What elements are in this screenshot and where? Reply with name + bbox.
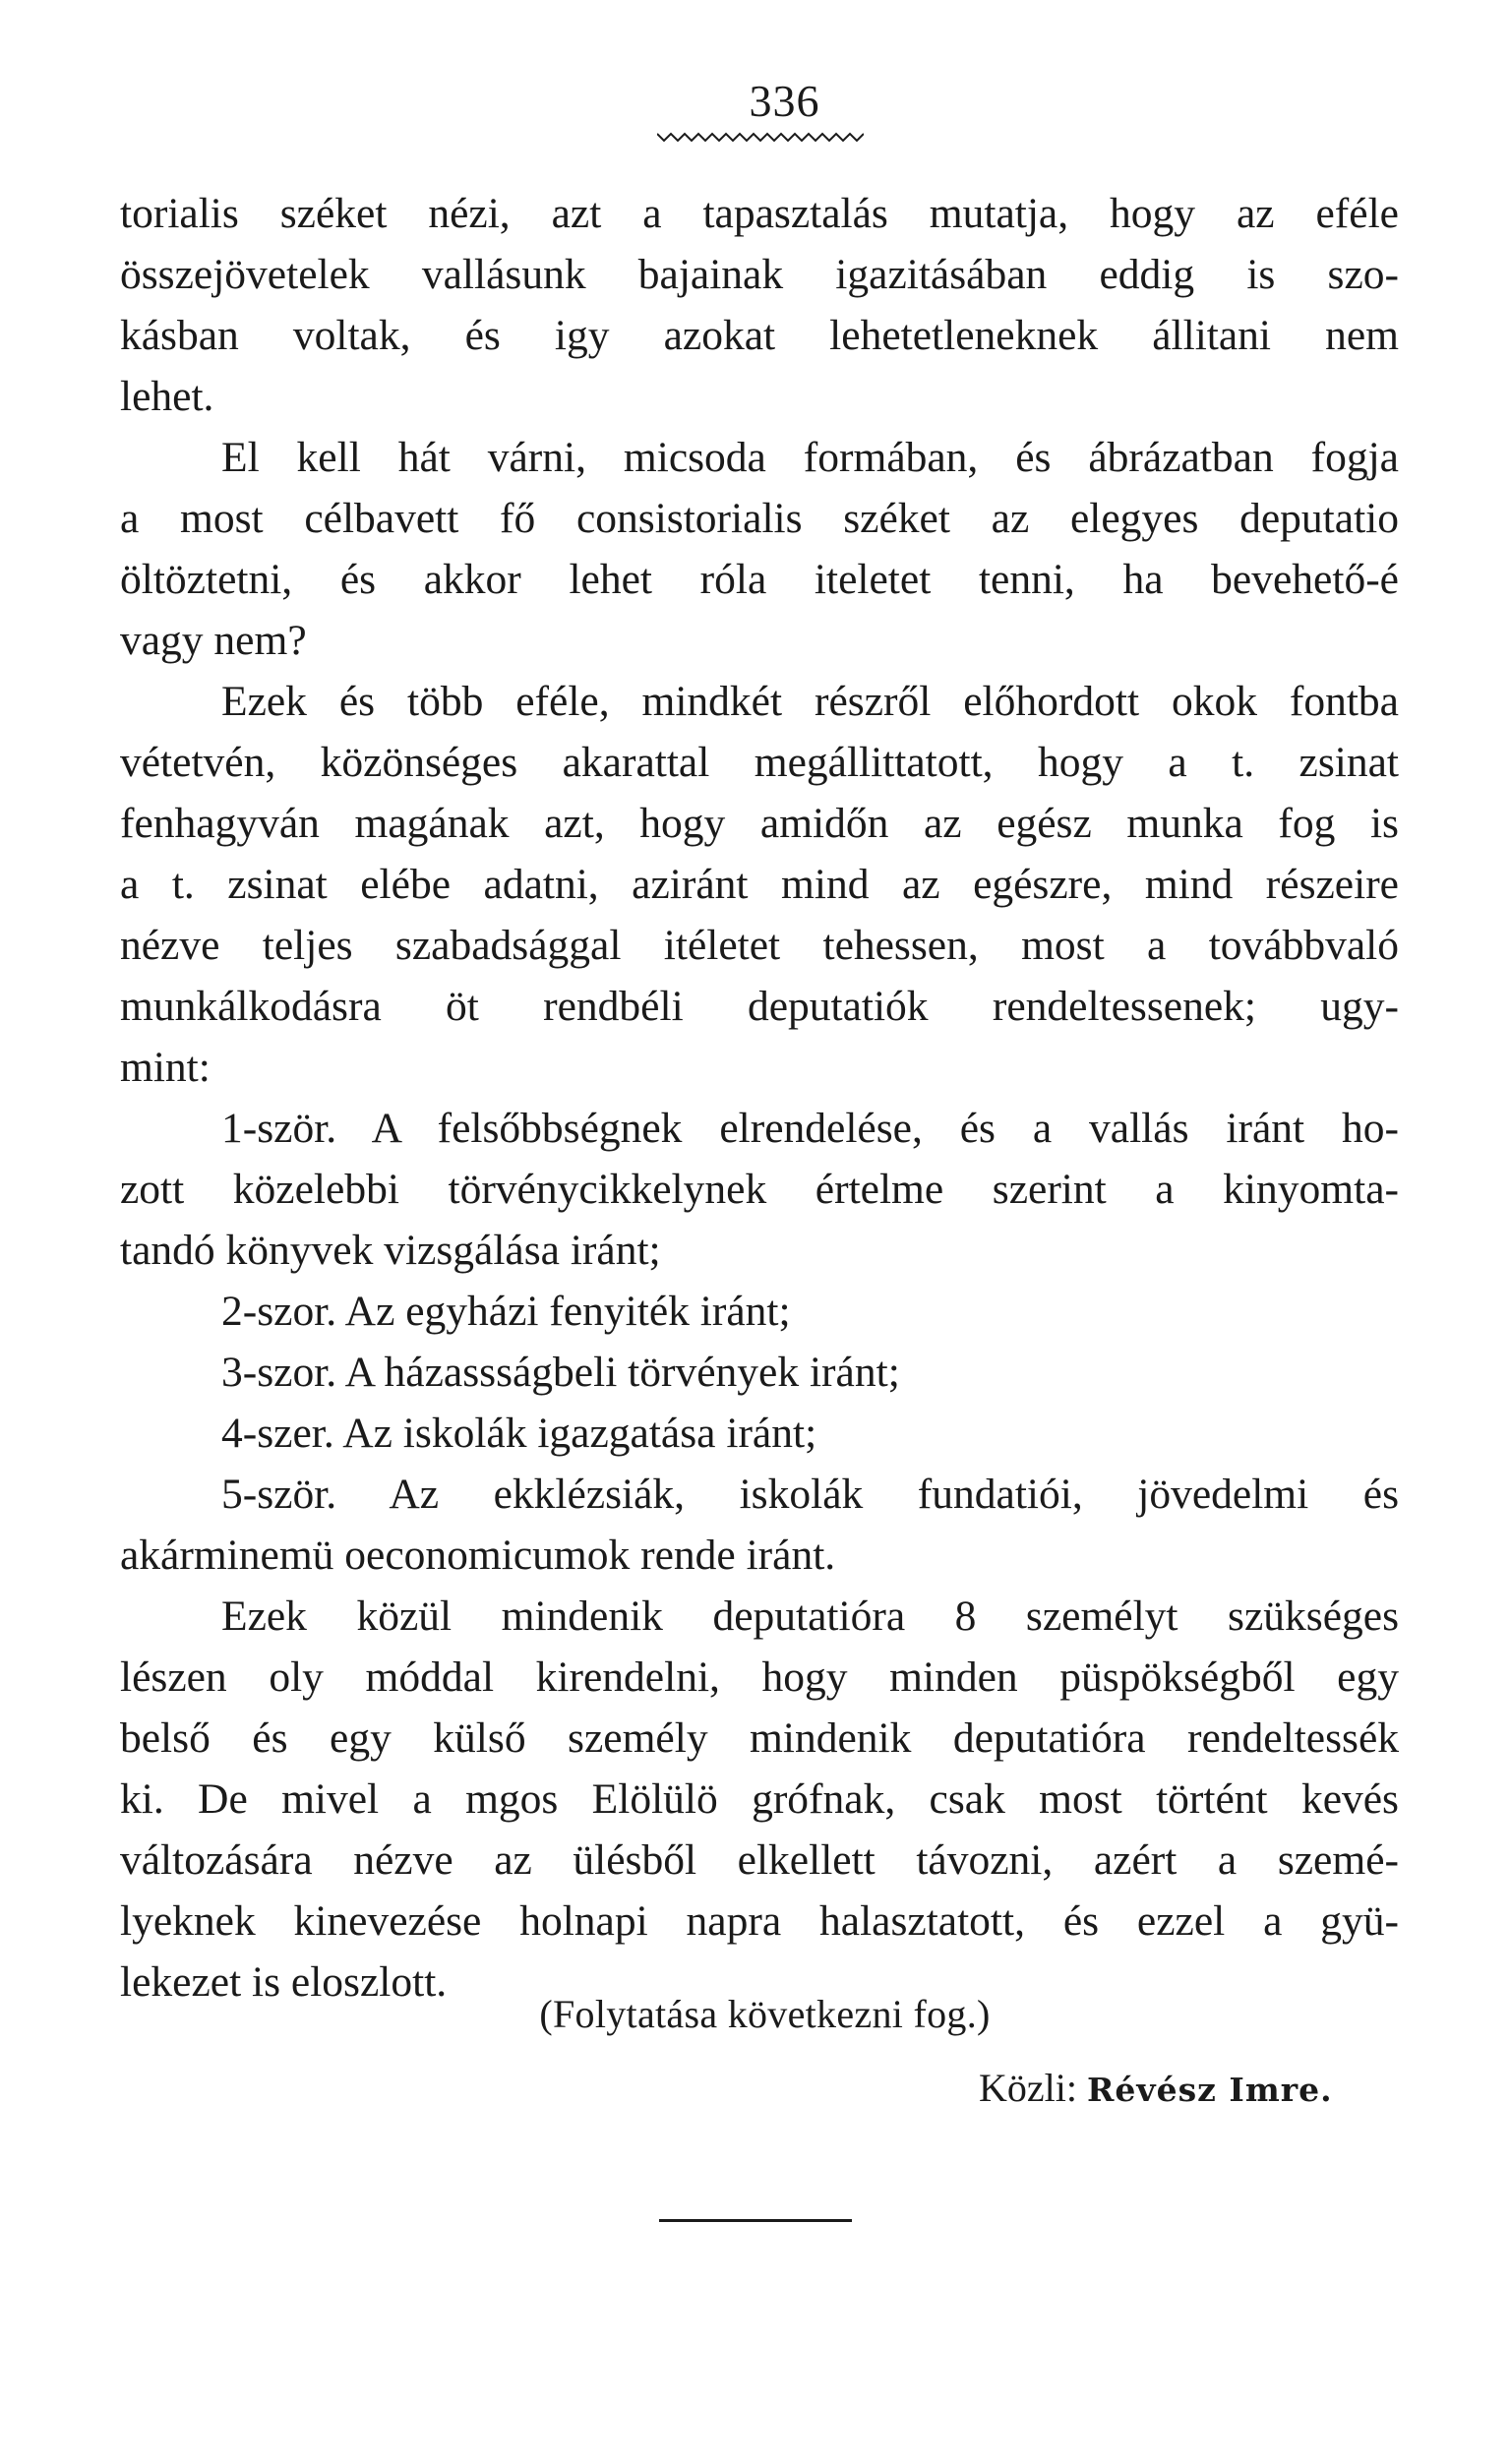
continuation-note: (Folytatása következni fog.) [539, 1992, 991, 2036]
text-line: belső és egy külső személy mindenik deputatióra rendeltessék [120, 1714, 1399, 1762]
text-line: 2-szor. Az egyházi fenyiték iránt; [221, 1288, 791, 1335]
text-line: Ezek és több eféle, mindkét részről előhordott okok fontba [221, 678, 1399, 725]
text-line: mint: [120, 1044, 211, 1091]
text-line: munkálkodásra öt rendbéli deputatiók rendeltessenek; ugy- [120, 983, 1399, 1030]
text-line: Ezek közül mindenik deputatióra 8 személyt szükséges [221, 1593, 1399, 1640]
text-line: kásban voltak, és igy azokat lehetetleneknek állitani nem [120, 312, 1399, 359]
text-line: lészen oly móddal kirendelni, hogy minden püspökségből egy [120, 1653, 1399, 1701]
text-line: a most célbavett fő consistorialis széket az elegyes deputatio [120, 495, 1399, 542]
text-line: 4-szer. Az iskolák igazgatása iránt; [221, 1410, 817, 1457]
signature-name: Révész Imre. [1086, 2071, 1333, 2109]
text-line: vagy nem? [120, 617, 307, 664]
text-line: öltöztetni, és akkor lehet róla iteletet tenni, ha bevehető-é [120, 556, 1399, 603]
text-line: 3-szor. A házassságbeli törvények iránt; [221, 1349, 900, 1396]
text-line: a t. zsinat elébe adatni, aziránt mind az egészre, mind részeire [120, 861, 1399, 908]
signature [979, 2065, 1333, 2111]
text-line: lehet. [120, 373, 214, 420]
text-line: 1-ször. A felsőbbségnek elrendelése, és a vallás iránt ho- [221, 1105, 1399, 1152]
text-line: tandó könyvek vizsgálása iránt; [120, 1227, 661, 1274]
text-line: nézve teljes szabadsággal itéletet tehessen, most a továbbvaló [120, 922, 1399, 969]
text-line: 5-ször. Az ekklézsiák, iskolák fundatiói, jövedelmi és [221, 1471, 1399, 1518]
end-rule [659, 2219, 852, 2222]
text-line: El kell hát várni, micsoda formában, és ábrázatban fogja [221, 434, 1399, 481]
text-line: változására nézve az ülésből elkellett távozni, azért a szemé- [120, 1836, 1399, 1884]
header-ornament [657, 130, 864, 144]
page-number: 336 [749, 76, 820, 126]
text-line: ki. De mivel a mgos Elölülö grófnak, csak most történt kevés [120, 1775, 1399, 1823]
text-line: akárminemü oeconomicumok rende iránt. [120, 1532, 836, 1579]
text-line: összejövetelek vallásunk bajainak igazitásában eddig is szo- [120, 251, 1399, 298]
text-line: torialis széket nézi, azt a tapasztalás mutatja, hogy az eféle [120, 190, 1399, 237]
signature-label: Közli: [979, 2066, 1077, 2110]
text-line: lekezet is eloszlott. [120, 1958, 448, 2006]
text-line: lyeknek kinevezése holnapi napra halasztatott, és ezzel a gyü- [120, 1897, 1399, 1945]
text-line: zott közelebbi törvénycikkelynek értelme szerint a kinyomta- [120, 1166, 1399, 1213]
body-text [120, 183, 1399, 2013]
text-line: fenhagyván magának azt, hogy amidőn az egész munka fog is [120, 800, 1399, 847]
text-line: vétetvén, közönséges akarattal megállittatott, hogy a t. zsinat [120, 739, 1399, 786]
